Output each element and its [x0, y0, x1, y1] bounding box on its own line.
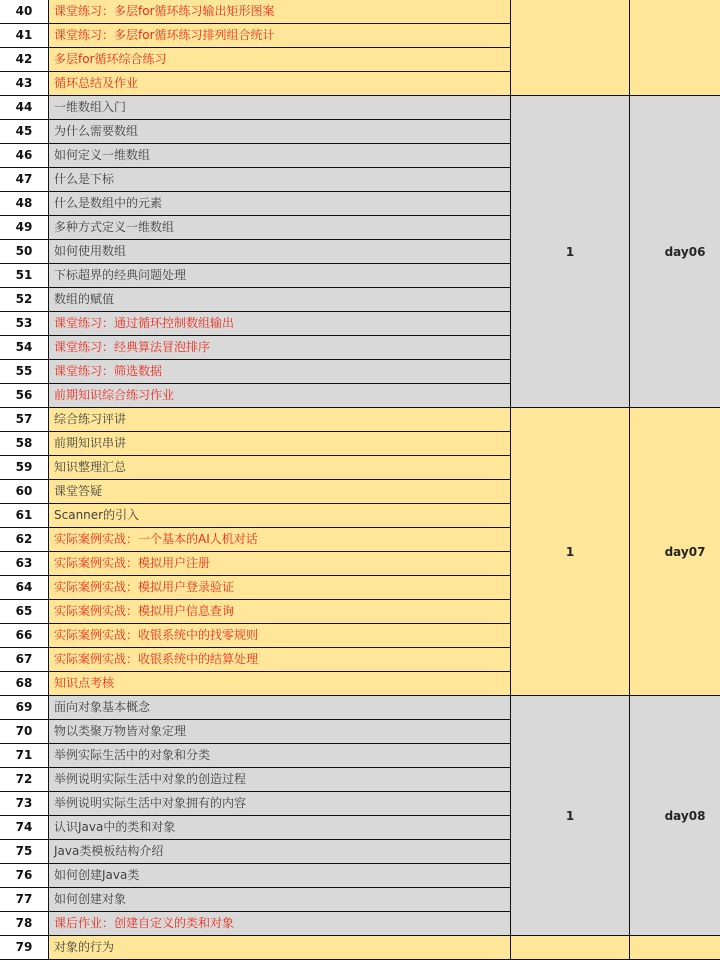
table-row [0, 624, 511, 648]
table-row [0, 384, 511, 408]
topic-cell[interactable]: 举例说明实际生活中对象拥有的内容 [49, 792, 511, 816]
row-number-cell[interactable]: 63 [0, 552, 49, 576]
table-row [0, 696, 511, 720]
row-number-cell[interactable]: 46 [0, 144, 49, 168]
table-row [0, 792, 511, 816]
topic-cell[interactable]: 如何创建Java类 [49, 864, 511, 888]
table-row [0, 672, 511, 696]
row-number-cell[interactable]: 48 [0, 192, 49, 216]
row-number-cell[interactable]: 41 [0, 24, 49, 48]
row-number-cell[interactable]: 42 [0, 48, 49, 72]
topic-cell[interactable]: 对象的行为 [49, 936, 511, 960]
day-cell[interactable]: day07 [630, 408, 720, 696]
table-row [0, 144, 511, 168]
row-number-cell[interactable]: 55 [0, 360, 49, 384]
topic-cell[interactable]: 课后作业：创建自定义的类和对象 [49, 912, 511, 936]
topic-cell[interactable]: 面向对象基本概念 [49, 696, 511, 720]
row-number-cell[interactable]: 78 [0, 912, 49, 936]
table-row [0, 120, 511, 144]
table-row [0, 264, 511, 288]
topic-cell[interactable]: 循环总结及作业 [49, 72, 511, 96]
topic-cell[interactable]: 如何使用数组 [49, 240, 511, 264]
row-number-cell[interactable]: 76 [0, 864, 49, 888]
table-row [0, 24, 511, 48]
table-row [0, 864, 511, 888]
topic-cell[interactable]: 数组的赋值 [49, 288, 511, 312]
table-row [0, 744, 511, 768]
row-number-cell[interactable]: 49 [0, 216, 49, 240]
row-number-cell[interactable]: 47 [0, 168, 49, 192]
row-number-cell[interactable]: 62 [0, 528, 49, 552]
table-row [0, 336, 511, 360]
day-cell[interactable] [630, 0, 720, 96]
table-row [0, 504, 511, 528]
table-row [0, 912, 511, 936]
row-number-cell[interactable]: 56 [0, 384, 49, 408]
row-number-cell[interactable]: 69 [0, 696, 49, 720]
day-cell[interactable] [630, 936, 720, 960]
table-row [0, 648, 511, 672]
row-number-cell[interactable]: 57 [0, 408, 49, 432]
row-number-cell[interactable]: 51 [0, 264, 49, 288]
topic-cell[interactable]: 多层for循环综合练习 [49, 48, 511, 72]
row-number-cell[interactable]: 40 [0, 0, 49, 24]
table-row [0, 816, 511, 840]
table-row [0, 552, 511, 576]
table-row [0, 936, 511, 960]
topic-cell[interactable]: 综合练习评讲 [49, 408, 511, 432]
topic-cell[interactable]: 实际案例实战：模拟用户信息查询 [49, 600, 511, 624]
topic-cell[interactable]: 什么是数组中的元素 [49, 192, 511, 216]
row-number-cell[interactable]: 50 [0, 240, 49, 264]
session-count-cell[interactable] [511, 936, 630, 960]
table-row [0, 312, 511, 336]
topic-cell[interactable]: 课堂练习：通过循环控制数组输出 [49, 312, 511, 336]
row-number-cell[interactable]: 77 [0, 888, 49, 912]
row-number-cell[interactable]: 61 [0, 504, 49, 528]
row-number-cell[interactable]: 59 [0, 456, 49, 480]
row-number-cell[interactable]: 79 [0, 936, 49, 960]
topic-cell[interactable]: 实际案例实战：一个基本的AI人机对话 [49, 528, 511, 552]
table-row [0, 288, 511, 312]
table-row [0, 576, 511, 600]
topic-cell[interactable]: 一维数组入门 [49, 96, 511, 120]
table-row [0, 408, 511, 432]
session-count-cell[interactable] [511, 0, 630, 96]
topic-cell[interactable]: 物以类聚万物皆对象定理 [49, 720, 511, 744]
row-number-cell[interactable]: 65 [0, 600, 49, 624]
row-number-cell[interactable]: 43 [0, 72, 49, 96]
session-count-cell[interactable]: 1 [511, 408, 630, 696]
table-row [0, 456, 511, 480]
table-row [0, 528, 511, 552]
topic-cell[interactable]: 前期知识串讲 [49, 432, 511, 456]
topic-cell[interactable]: 知识点考核 [49, 672, 511, 696]
topic-cell[interactable]: 多种方式定义一维数组 [49, 216, 511, 240]
row-number-cell[interactable]: 53 [0, 312, 49, 336]
table-row [0, 840, 511, 864]
topic-cell[interactable]: 前期知识综合练习作业 [49, 384, 511, 408]
topic-cell[interactable]: 举例说明实际生活中对象的创造过程 [49, 768, 511, 792]
topic-cell[interactable]: 实际案例实战：模拟用户登录验证 [49, 576, 511, 600]
row-number-cell[interactable]: 68 [0, 672, 49, 696]
row-number-cell[interactable]: 60 [0, 480, 49, 504]
topic-cell[interactable]: 什么是下标 [49, 168, 511, 192]
topic-cell[interactable]: 课堂练习：多层for循环练习输出矩形图案 [49, 0, 511, 24]
row-number-cell[interactable]: 64 [0, 576, 49, 600]
topic-cell[interactable]: 课堂练习：经典算法冒泡排序 [49, 336, 511, 360]
topic-cell[interactable]: 实际案例实战：模拟用户注册 [49, 552, 511, 576]
row-number-cell[interactable]: 75 [0, 840, 49, 864]
row-number-cell[interactable]: 67 [0, 648, 49, 672]
row-number-cell[interactable]: 44 [0, 96, 49, 120]
row-number-cell[interactable]: 70 [0, 720, 49, 744]
row-number-cell[interactable]: 66 [0, 624, 49, 648]
topic-cell[interactable]: 举例实际生活中的对象和分类 [49, 744, 511, 768]
topic-cell[interactable]: 如何创建对象 [49, 888, 511, 912]
topic-cell[interactable]: Scanner的引入 [49, 504, 511, 528]
table-row [0, 360, 511, 384]
topic-cell[interactable]: 课堂答疑 [49, 480, 511, 504]
topic-cell[interactable]: 下标超界的经典问题处理 [49, 264, 511, 288]
table-row [0, 432, 511, 456]
day-cell[interactable]: day06 [630, 96, 720, 408]
table-row [0, 480, 511, 504]
table-row [0, 768, 511, 792]
table-row [0, 600, 511, 624]
row-number-cell[interactable]: 73 [0, 792, 49, 816]
row-number-cell[interactable]: 74 [0, 816, 49, 840]
table-row [0, 192, 511, 216]
topic-cell[interactable]: 课堂练习：筛选数据 [49, 360, 511, 384]
table-row [0, 720, 511, 744]
row-number-cell[interactable]: 72 [0, 768, 49, 792]
table-row [0, 48, 511, 72]
table-row [0, 96, 511, 120]
session-count-cell[interactable]: 1 [511, 696, 630, 936]
table-row [0, 888, 511, 912]
topic-cell[interactable]: 认识Java中的类和对象 [49, 816, 511, 840]
topic-cell[interactable]: 实际案例实战：收银系统中的找零规则 [49, 624, 511, 648]
table-row [0, 168, 511, 192]
topic-cell[interactable]: Java类模板结构介绍 [49, 840, 511, 864]
row-number-cell[interactable]: 71 [0, 744, 49, 768]
topic-cell[interactable]: 实际案例实战：收银系统中的结算处理 [49, 648, 511, 672]
row-number-cell[interactable]: 54 [0, 336, 49, 360]
topic-cell[interactable]: 课堂练习：多层for循环练习排列组合统计 [49, 24, 511, 48]
table-row [0, 72, 511, 96]
table-row [0, 240, 511, 264]
topic-cell[interactable]: 知识整理汇总 [49, 456, 511, 480]
row-number-cell[interactable]: 45 [0, 120, 49, 144]
topic-cell[interactable]: 如何定义一维数组 [49, 144, 511, 168]
session-count-cell[interactable]: 1 [511, 96, 630, 408]
row-number-cell[interactable]: 58 [0, 432, 49, 456]
topic-cell[interactable]: 为什么需要数组 [49, 120, 511, 144]
row-number-cell[interactable]: 52 [0, 288, 49, 312]
day-cell[interactable]: day08 [630, 696, 720, 936]
table-row [0, 216, 511, 240]
table-row [0, 0, 511, 24]
